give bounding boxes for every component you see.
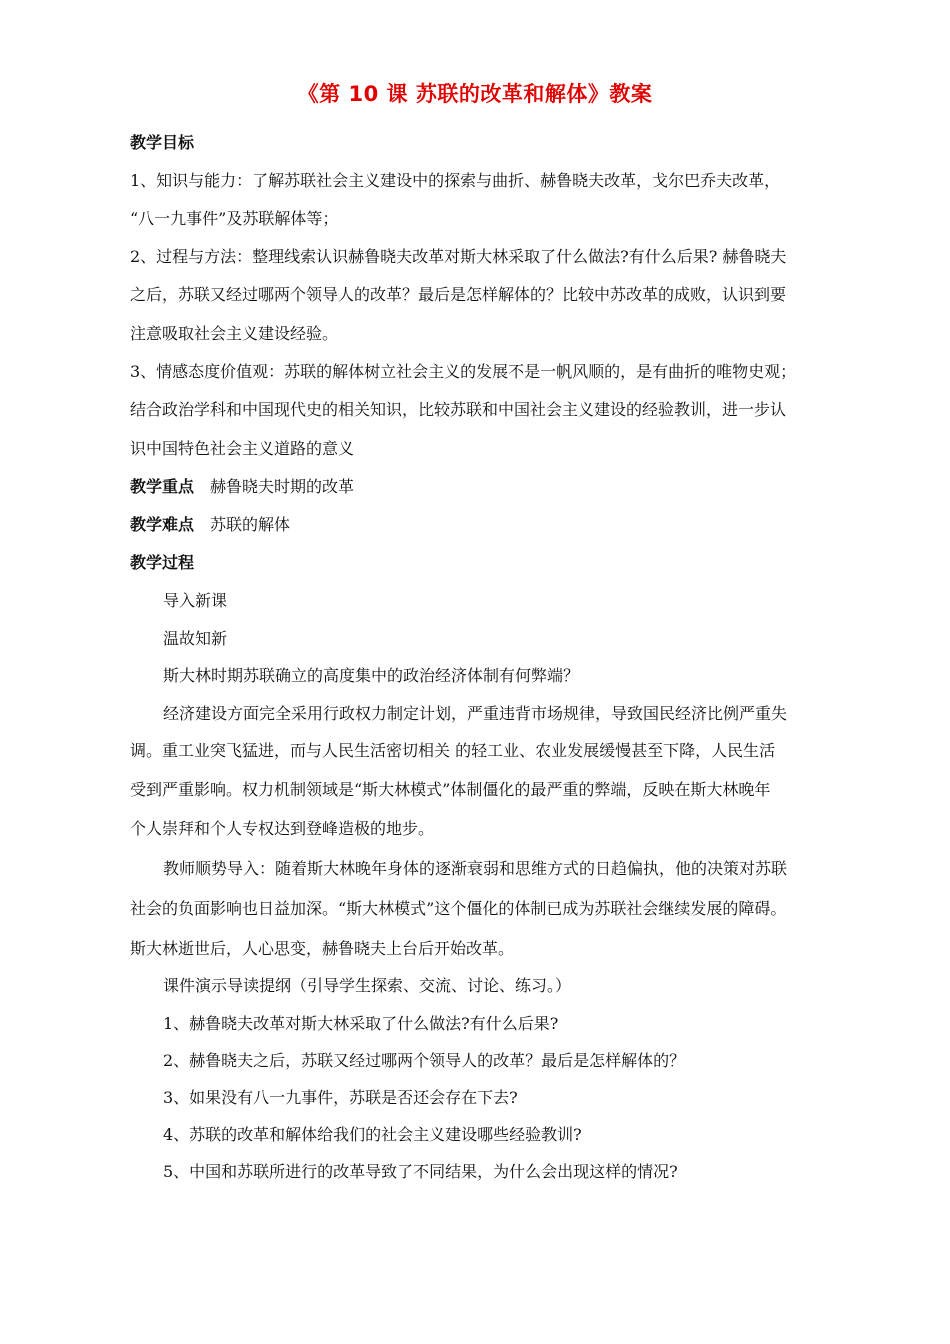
process-question: 斯大林时期苏联确立的高度集中的政治经济体制有何弊端？ <box>163 666 580 685</box>
teaching-difficulty <box>130 514 830 536</box>
outline-question-2: 2、赫鲁晓夫之后，苏联又经过哪两个领导人的改革？最后是怎样解体的？ <box>163 1051 686 1070</box>
outline-question-4: 4、苏联的改革和解体给我们的社会主义建设哪些经验教训? <box>163 1125 582 1144</box>
goal-1-line-1: 1、知识与能力：了解苏联社会主义建设中的探索与曲折、赫鲁晓夫改革，戈尔巴乔夫改革， <box>130 171 781 190</box>
heading-teaching-process: 教学过程 <box>130 553 195 572</box>
teacher-intro-line-1: 教师顺势导入：随着斯大林晚年身体的逐渐衰弱和思维方式的日趋偏执，他的决策对苏联 <box>163 859 788 878</box>
outline-question-3: 3、如果没有八一九事件，苏联是否还会存在下去? <box>163 1088 518 1107</box>
teacher-intro-line-3: 斯大林逝世后，人心思变，赫鲁晓夫上台后开始改革。 <box>130 939 515 958</box>
teaching-focus-label: 教学重点 <box>130 477 195 496</box>
process-review: 温故知新 <box>163 629 228 648</box>
goal-3-line-3: 识中国特色社会主义道路的意义 <box>130 439 355 458</box>
answer-line-1: 经济建设方面完全采用行政权力制定计划，严重违背市场规律，导致国民经济比例严重失 <box>163 704 788 723</box>
goal-3-line-1: 3、情感态度价值观：苏联的解体树立社会主义的发展不是一帆风顺的，是有曲折的唯物史观； <box>130 362 797 381</box>
goal-2-line-3: 注意吸取社会主义建设经验。 <box>130 324 339 343</box>
teacher-intro-line-2: 社会的负面影响也日益加深。“斯大林模式”这个僵化的体制已成为苏联社会继续发展的障碍。 <box>130 899 787 918</box>
teaching-focus <box>130 476 830 498</box>
teaching-focus-value: 赫鲁晓夫时期的改革 <box>210 477 355 496</box>
goal-2-line-1: 2、过程与方法：整理线索认识赫鲁晓夫改革对斯大林采取了什么做法?有什么后果? 赫鲁晓夫 <box>130 247 787 266</box>
goal-3-line-2: 结合政治学科和中国现代史的相关知识，比较苏联和中国社会主义建设的经验教训，进一步认 <box>130 400 787 419</box>
answer-line-4: 个人崇拜和个人专权达到登峰造极的地步。 <box>130 819 435 838</box>
goal-1-line-2: “八一九事件”及苏联解体等； <box>130 209 339 228</box>
outline-intro: 课件演示导读提纲（引导学生探索、交流、讨论、练习。） <box>163 976 572 995</box>
outline-question-1: 1、赫鲁晓夫改革对斯大林采取了什么做法?有什么后果? <box>163 1014 559 1033</box>
answer-line-2: 调。重工业突飞猛进，而与人民生活密切相关 的轻工业、农业发展缓慢甚至下降，人民生活 <box>130 741 776 760</box>
teaching-difficulty-value: 苏联的解体 <box>210 515 291 534</box>
teaching-difficulty-label: 教学难点 <box>130 515 195 534</box>
answer-line-3: 受到严重影响。权力机制领域是“斯大林模式”体制僵化的最严重的弊端，反映在斯大林晚年 <box>130 780 771 799</box>
document-title: 《第 10 课 苏联的改革和解体》教案 <box>297 82 653 106</box>
process-intro: 导入新课 <box>163 591 228 610</box>
goal-2-line-2: 之后，苏联又经过哪两个领导人的改革？最后是怎样解体的？比较中苏改革的成败，认识到要 <box>130 285 787 304</box>
heading-teaching-goals: 教学目标 <box>130 133 195 152</box>
outline-question-5: 5、中国和苏联所进行的改革导致了不同结果，为什么会出现这样的情况? <box>163 1162 678 1181</box>
